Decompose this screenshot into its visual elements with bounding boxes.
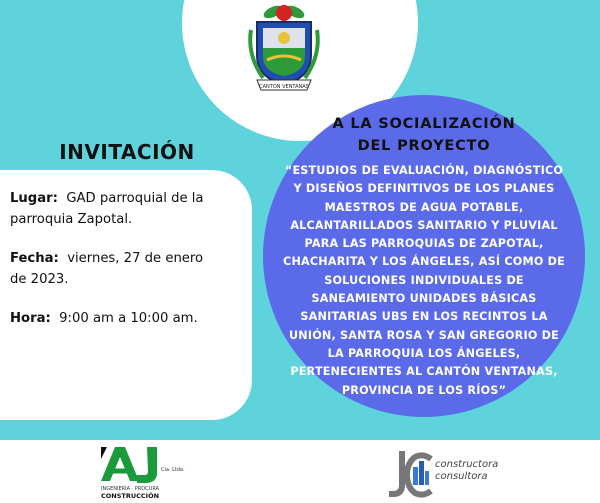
project-line: PARA LAS PARROQUIAS DE ZAPOTAL, (304, 237, 544, 251)
fecha-label: Fecha: (10, 251, 59, 266)
aj-sub2: CONSTRUCCIÓN (101, 492, 160, 500)
project-line: SOLUCIONES INDIVIDUALES DE (324, 273, 524, 287)
hora-line (10, 308, 240, 329)
project-line: SANITARIAS UBS EN LOS RECINTOS LA (300, 310, 548, 324)
emblem-banner-text: CANTON VENTANAS (259, 84, 309, 90)
fecha-value-1: viernes, 27 de enero (67, 251, 204, 266)
project-line: MAESTROS DE AGUA POTABLE, (324, 200, 524, 214)
lugar-line-2: parroquia Zapotal. (10, 212, 133, 227)
jc-line2: consultora (435, 471, 488, 482)
project-line: Y DISEÑOS DEFINITIVOS DE LOS PLANES (293, 182, 555, 196)
lugar-value-1: GAD parroquial de la (66, 191, 204, 206)
project-line: SANEAMIENTO UNIDADES BÁSICAS (311, 292, 537, 306)
jc-constructora-logo (385, 445, 515, 501)
fecha-line-1 (10, 248, 240, 269)
socializacion-heading-1: A LA SOCIALIZACIÓN (332, 116, 516, 132)
aj-suffix: Cia. Ltda. (161, 467, 185, 473)
aj-sub1: INGENIERÍA · PROCURA (101, 486, 160, 492)
project-line: CHACHARITA Y LOS ÁNGELES, ASÍ COMO DE (283, 255, 565, 269)
project-line: UNIÓN, SANTA ROSA Y SAN GREGORIO DE (289, 328, 559, 342)
invitation-title: INVITACIÓN (59, 140, 195, 164)
fecha-line-2: de 2023. (10, 272, 69, 287)
socializacion-heading-2: DEL PROYECTO (357, 138, 491, 154)
project-line: LA PARROQUIA LOS ÁNGELES, (327, 346, 521, 360)
project-line: PERTENECIENTES AL CANTÓN VENTANAS, (290, 365, 558, 379)
canton-ventanas-emblem-icon (243, 0, 325, 92)
project-line: “ESTUDIOS DE EVALUACIÓN, DIAGNÓSTICO (284, 164, 564, 177)
project-description (280, 162, 568, 400)
jc-line1: constructora (435, 459, 499, 470)
hora-value: 9:00 am a 10:00 am. (59, 311, 198, 326)
hora-label: Hora: (10, 311, 51, 326)
lugar-line-1 (10, 188, 240, 209)
project-line: ALCANTARILLADOS SANITARIO Y PLUVIAL (290, 218, 558, 232)
lugar-label: Lugar: (10, 191, 58, 206)
aj-construccion-logo (97, 443, 187, 501)
project-line: PROVINCIA DE LOS RÍOS” (341, 383, 507, 397)
